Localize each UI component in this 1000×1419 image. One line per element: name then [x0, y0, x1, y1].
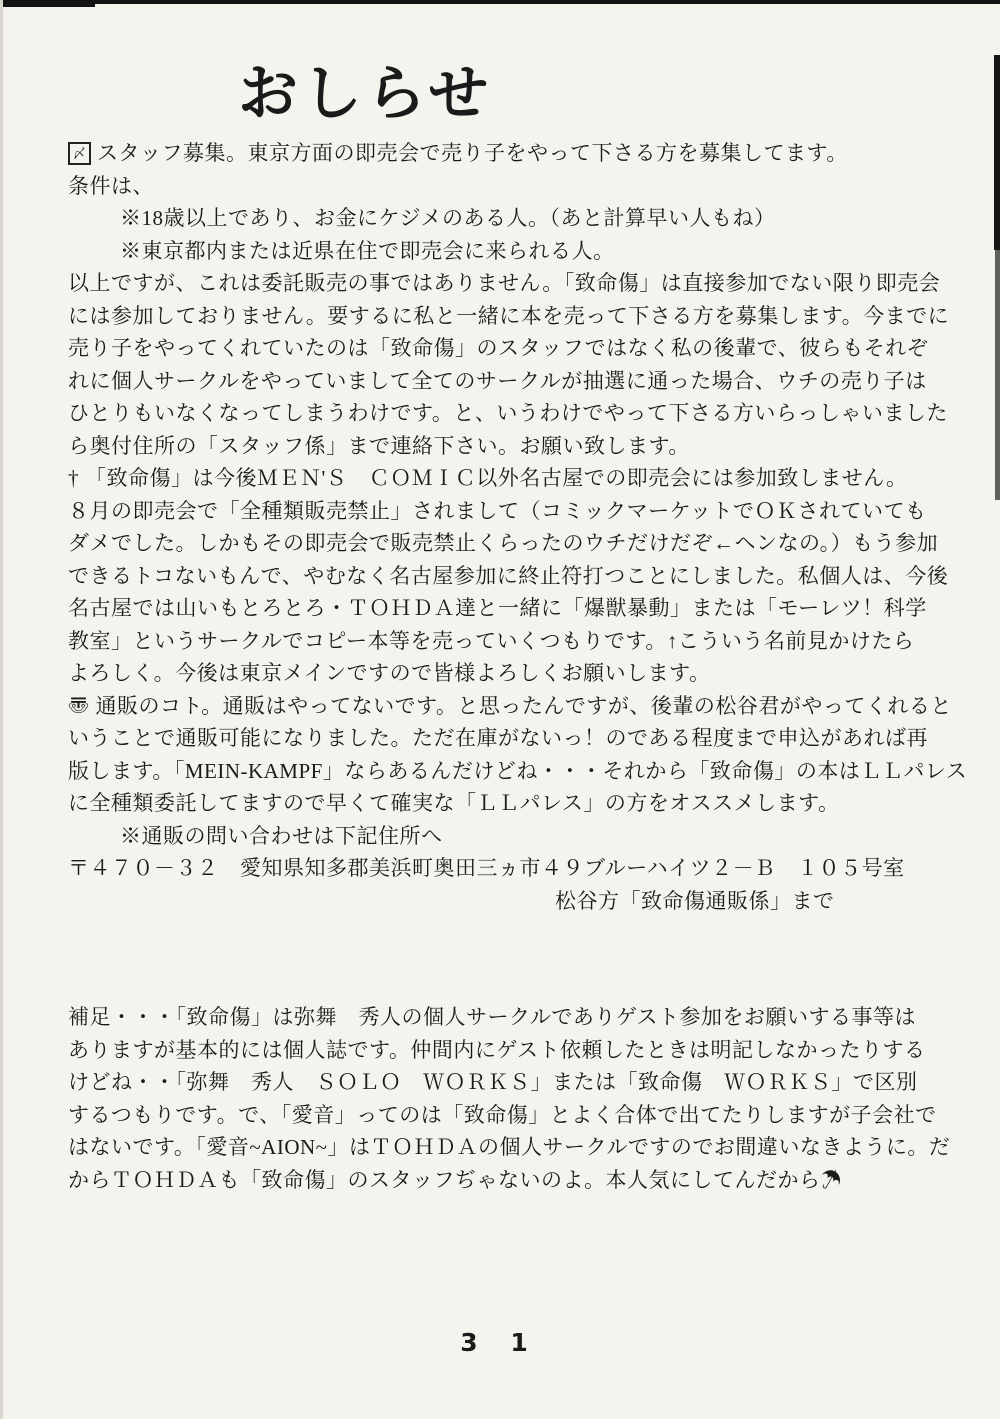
line-text: 「致命傷」は今後ＭＥＮ'Ｓ ＣＯＭＩＣ以外名古屋での即売会には参加致しません。 — [85, 466, 908, 490]
page-number: 3 1 — [460, 1328, 540, 1357]
text-line — [68, 495, 990, 528]
text-line — [68, 365, 990, 398]
line-text: からＴＯＨＤＡも「致命傷」のスタッフぢゃないのよ。本人気にしてんだから☂ — [68, 1167, 842, 1192]
text-line — [68, 787, 990, 820]
text-line — [68, 1099, 990, 1132]
line-text: 以上ですが、これは委託販売の事ではありません。「致命傷」は直接参加でない限り即売会 — [68, 271, 941, 295]
line-text: には参加しておりません。要するに私と一緒に本を売って下さる方を募集します。今までに — [68, 303, 950, 328]
text-line — [68, 1034, 990, 1067]
text-line — [68, 560, 990, 593]
text-line — [68, 625, 990, 658]
postal-dingbat-marker: 〠 — [68, 693, 90, 718]
text-line — [68, 300, 990, 333]
line-text: 教室」というサークルでコピー本等を売っていくつもりです。↑こういう名前見かけたら — [68, 628, 915, 653]
line-text: 〒４７０－３２ 愛知県知多郡美浜町奥田三ヵ市４９ブルーハイツ２－Ｂ １０５号室 — [68, 856, 905, 880]
line-text: 名古屋では山いもとろとろ・ＴＯＨＤＡ達と一緒に「爆獣暴動」または「モーレツ！科学 — [68, 596, 927, 620]
text-line — [68, 852, 990, 885]
line-text: できるトコないもんで、やむなく名古屋参加に終止符打つことにしました。私個人は、今後 — [68, 563, 949, 588]
line-text: 版します。「MEIN-KAMPF」ならあるんだけどね・・・それから「致命傷」の本はＬＬパレス — [68, 758, 968, 783]
notice-body — [68, 137, 990, 917]
text-line — [68, 235, 990, 268]
line-text: に全種類委託してますので早くて確実な「ＬＬパレス」の方をオススメします。 — [68, 791, 840, 815]
line-text: ひとりもいなくなってしまうわけです。と、いうわけでやって下さる方いらっしゃいました — [68, 401, 948, 425]
scan-artifact-top-edge — [0, 0, 1000, 4]
text-line — [68, 1066, 990, 1099]
text-line — [68, 397, 990, 430]
line-text: けどね・・「弥舞 秀人 ＳＯＬＯ ＷＯＲＫＳ」または「致命傷 ＷＯＲＫＳ」で区別 — [68, 1070, 918, 1094]
text-line — [68, 462, 990, 495]
text-line — [68, 755, 990, 788]
line-text: ※18歳以上であり、お金にケジメのある人。（あと計算早い人もね） — [120, 206, 776, 230]
line-text: ※通販の問い合わせは下記住所へ — [120, 823, 443, 848]
line-text: 通販のコト。通販はやってないです。と思ったんですが、後輩の松谷君がやってくれると — [95, 693, 952, 718]
text-line — [68, 332, 990, 365]
line-text: ら奥付住所の「スタッフ係」まで連絡下さい。お願い致します。 — [68, 433, 690, 458]
line-text: 松谷方「致命傷通販係」まで — [555, 888, 835, 913]
text-line — [68, 592, 990, 625]
line-text: よろしく。今後は東京メインですので皆様よろしくお願いします。 — [68, 661, 711, 685]
text-line — [68, 690, 990, 723]
text-line — [68, 722, 990, 755]
line-text: ※東京都内または近県在住で即売会に来られる人。 — [120, 238, 615, 263]
line-text: 補足・・・「致命傷」は弥舞 秀人の個人サークルでありゲスト参加をお願いする事等は — [68, 1005, 917, 1029]
line-text: ８月の即売会で「全種類販売禁止」されまして（コミックマーケットでＯＫされていても — [68, 498, 927, 523]
line-text: 条件は、 — [68, 173, 154, 198]
text-line — [68, 137, 990, 170]
line-text: スタッフ募集。東京方面の即売会で売り子をやって下さる方を募集してます。 — [97, 141, 848, 165]
text-line — [68, 657, 990, 690]
page-title: おしらせ — [238, 61, 493, 127]
scan-artifact-right-edge — [994, 55, 1000, 250]
line-text: ありますが基本的には個人誌です。仲間内にゲスト依頼したときは明記しなかったりする — [68, 1037, 926, 1062]
supplement-body — [68, 1001, 990, 1196]
text-line — [68, 430, 990, 463]
line-text: はないです。「愛音~AION~」はＴＯＨＤＡの個人サークルですのでお間違いなきように。だ — [68, 1135, 951, 1159]
text-line — [68, 267, 990, 300]
text-line — [68, 1164, 990, 1197]
text-line — [68, 1131, 990, 1164]
text-line — [68, 170, 990, 203]
line-text: ダメでした。しかもその即売会で販売禁止くらったのウチだけだぞ←ヘンなの。）もう参加 — [68, 531, 939, 555]
text-line — [68, 885, 990, 918]
text-line — [68, 820, 990, 853]
text-line — [68, 202, 990, 235]
boxed-shime-marker: 〆 — [68, 142, 91, 165]
line-text: するつもりです。で、「愛音」ってのは「致命傷」とよく合体で出てたりしますが子会社で — [68, 1102, 937, 1127]
scan-artifact-right-edge-faint — [995, 250, 1000, 500]
line-text: れに個人サークルをやっていまして全てのサークルが抽選に通った場合、ウチの売り子は — [68, 368, 927, 393]
dagger-marker: † — [68, 466, 79, 490]
line-text: いうことで通販可能になりました。ただ在庫がないっ！のである程度まで申込があれば再 — [68, 726, 928, 750]
text-line — [68, 1001, 990, 1034]
line-text: 売り子をやってくれていたのは「致命傷」のスタッフではなく私の後輩で、彼らもそれぞ — [68, 336, 929, 360]
scan-artifact-left-edge — [0, 0, 3, 1419]
text-line — [68, 527, 990, 560]
